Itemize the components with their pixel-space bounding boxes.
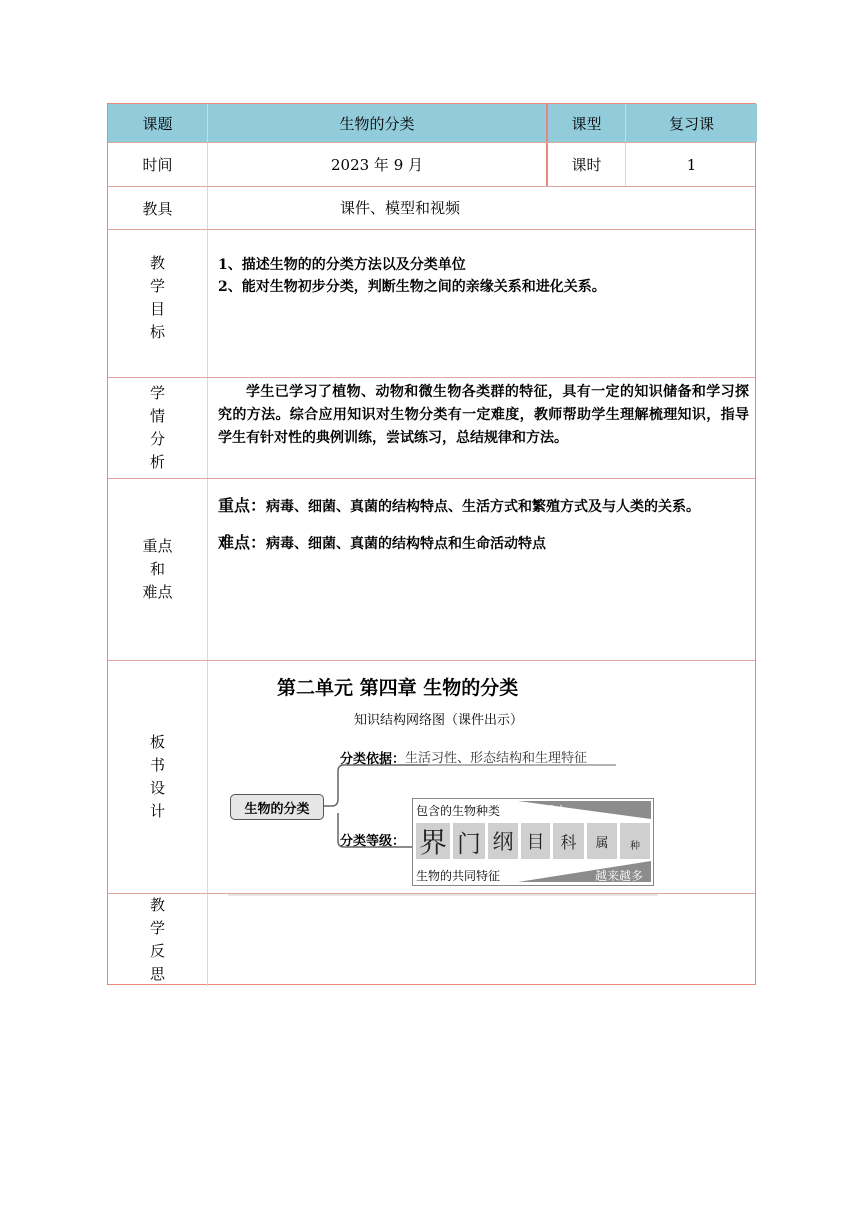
header-row [108,104,755,143]
key-points-text [218,491,749,559]
top-text: 包含的生物种类 [416,804,501,818]
rank-label: 种 [630,840,640,852]
label-char: 重点 [142,537,173,555]
root-label: 生物的分类 [244,801,310,817]
rank-label: 目 [526,832,545,853]
bottom-text: 生物的共同特征 [416,869,501,883]
basis-text: 生活习性、形态结构和生理特征 [405,751,588,766]
type-value: 复习课 [625,104,757,142]
hard-text: 病毒、细菌、真菌的结构特点和生命活动特点 [266,536,547,552]
time-label: 时间 [108,143,208,186]
board-label [108,661,208,893]
label-char: 板 [149,733,165,751]
label-char: 学 [149,277,165,295]
board-row [108,661,755,894]
analysis-label [108,378,208,478]
label-char: 设 [149,779,165,797]
hours-label: 课时 [546,143,625,186]
rank-label: 属 [595,835,609,851]
label-char: 标 [149,323,165,341]
key-points-label [108,479,208,660]
label-char: 教 [149,896,165,914]
rank-phylum [453,823,485,859]
rank-label: 界 [418,826,447,859]
rank-label: 门 [457,829,481,858]
rank-genus [587,823,617,859]
reflection-label [108,894,208,986]
label-char: 分 [149,430,165,448]
objectives-text [218,254,749,298]
label-char: 思 [149,965,165,983]
label-char: 析 [149,453,165,471]
basis-label: 分类依据： [340,752,406,767]
analysis-text: 学生已学习了植物、动物和微生物各类群的特征，具有一定的知识储备和学习探究的方法。综合应用知识对生物分类有一定难度，教师帮助学生理解梳理知识，指导学生有针对性的典例训练，尝试练习，总结规律和方法。 [218,384,749,446]
bottom-trend: 越来越多 [595,869,644,883]
rank-label: 纲 [492,830,514,854]
objectives-row [108,230,755,378]
key-points-row [108,479,755,661]
rank-kingdom [416,823,450,859]
key-head: 重点： [218,496,267,515]
hard-head: 难点： [218,533,267,552]
tools-label: 教具 [108,187,208,229]
lesson-plan-table [107,103,756,985]
label-char: 和 [149,560,165,578]
root-node [230,794,324,820]
tools-row [108,187,755,230]
reflection-row [108,894,755,986]
label-char: 情 [149,407,165,425]
rank-class [488,823,518,859]
topic-label: 课题 [108,104,208,142]
label-char: 教 [149,254,165,272]
hours-value: 1 [625,143,757,186]
objective-line: 1、描述生物的的分类方法以及分类单位 [218,257,466,273]
rank-label: 科 [560,832,577,852]
time-row [108,143,755,187]
topic-value: 生物的分类 [208,104,546,142]
label-char: 学 [149,919,165,937]
rank-family [553,823,584,859]
board-subtitle: 知识结构网络图（课件出示） [354,713,524,728]
board-title: 第二单元 第四章 生物的分类 [277,677,519,699]
objective-line: 2、能对生物初步分类，判断生物之间的亲缘关系和进化关系。 [218,279,606,295]
label-char: 反 [149,942,165,960]
tools-value: 课件、模型和视频 [340,199,461,217]
level-label: 分类等级： [340,834,406,849]
label-char: 学 [149,384,165,402]
label-char: 书 [149,756,165,774]
type-label: 课型 [546,104,625,142]
key-text: 病毒、细菌、真菌的结构特点、生活方式和繁殖方式及与人类的关系。 [266,499,701,515]
top-trend: 越来越少 [519,804,568,818]
analysis-row [108,378,755,479]
objectives-label [108,230,208,377]
classification-diagram [228,739,658,899]
rank-chart [412,798,654,886]
label-char: 目 [149,300,165,318]
label-char: 计 [149,802,165,820]
label-char: 难点 [142,583,173,601]
time-value: 2023 年 9 月 [330,156,424,174]
rank-order [521,823,550,859]
rank-species [620,823,650,859]
